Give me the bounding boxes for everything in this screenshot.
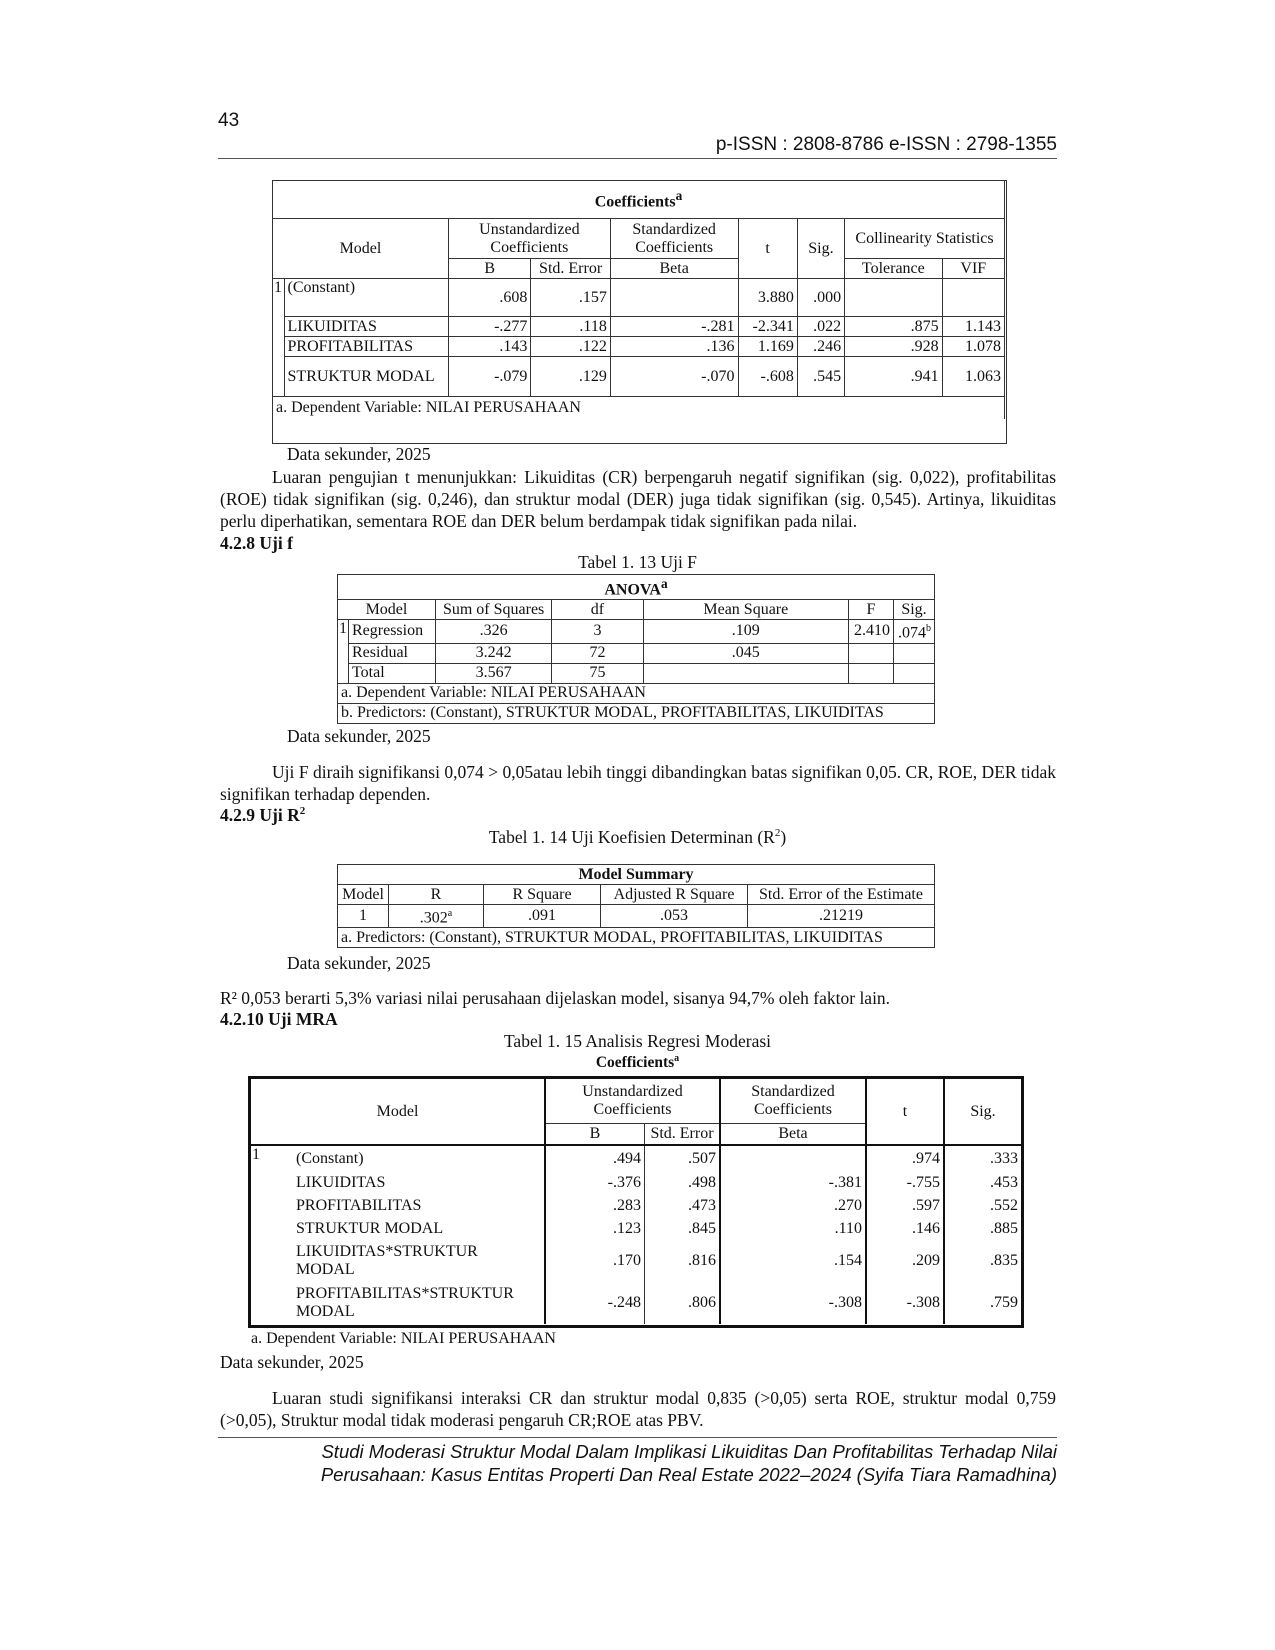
paragraph: Luaran pengujian t menunjukkan: Likuiditas (CR) berpengaruh negatif signifikan (sig. 0,022), profitabilitas (ROE) tidak signifikan (sig. 0,246), dan struktur modal (DER) juga tidak signifikan (sig. 0,545). Artinya, likuiditas perlu diperhatikan, sementara ROE dan DER belum berdampak tidak signifikan pada nilai.: [220, 467, 1056, 531]
col-sig: Sig.: [893, 600, 934, 620]
page-number: 43: [218, 110, 240, 131]
cell-beta: [720, 1145, 866, 1171]
col-standardized: Standardized Coefficients: [610, 219, 738, 259]
cell-mean-square: .045: [643, 643, 848, 663]
table-source: Data sekunder, 2025: [287, 953, 431, 973]
col-mean-square: Mean Square: [643, 600, 848, 620]
cell-beta: .270: [720, 1194, 866, 1217]
col-model: Model: [338, 885, 389, 905]
cell-std-error: .118: [531, 317, 610, 337]
cell-beta: .154: [720, 1240, 866, 1282]
cell-t: -.608: [738, 357, 797, 397]
col-model: Model: [251, 1079, 545, 1145]
col-vif: VIF: [942, 259, 1004, 279]
table-caption: Tabel 1. 15 Analisis Regresi Moderasi: [503, 1031, 772, 1051]
row-label: LIKUIDITAS: [284, 317, 448, 337]
col-beta: Beta: [610, 259, 738, 279]
cell-b: -.277: [448, 317, 530, 337]
col-sig: Sig.: [797, 219, 844, 279]
coefficients-table-frame: [272, 180, 1007, 444]
row-label: LIKUIDITAS*STRUKTUR MODAL: [293, 1240, 545, 1282]
cell-std-error: .129: [531, 357, 610, 397]
col-std-error-estimate: Std. Error of the Estimate: [748, 885, 935, 905]
model-number: 1: [338, 620, 349, 683]
cell-t: -2.341: [738, 317, 797, 337]
cell-b: .143: [448, 337, 530, 357]
col-tolerance: Tolerance: [845, 259, 943, 279]
col-model: Model: [338, 600, 436, 620]
row-label: Residual: [349, 643, 436, 663]
cell-t: .209: [866, 1240, 944, 1282]
cell-mean-square: [643, 663, 848, 683]
paragraph: R² 0,053 berarti 5,3% variasi nilai perusahaan dijelaskan model, sisanya 94,7% oleh faktor lain.: [220, 988, 891, 1008]
cell-beta: -.281: [610, 317, 738, 337]
col-r: R: [389, 885, 484, 905]
cell-tolerance: .941: [845, 357, 943, 397]
col-unstandardized: Unstandardized Coefficients: [545, 1079, 720, 1123]
cell-std-error: .473: [645, 1194, 721, 1217]
footer-rule: [218, 1437, 1057, 1438]
col-t: t: [866, 1079, 944, 1145]
table-footnote: a. Predictors: (Constant), STRUKTUR MODAL, PROFITABILITAS, LIKUIDITAS: [338, 928, 935, 948]
table-row: [251, 1240, 1021, 1282]
cell-std-error: .507: [645, 1145, 721, 1171]
footer-line: Studi Moderasi Struktur Modal Dalam Implikasi Likuiditas Dan Profitabilitas Terhadap Nilai: [321, 1441, 1057, 1462]
cell-std-error: .498: [645, 1171, 721, 1194]
cell-b: -.376: [545, 1171, 645, 1194]
table-row: [273, 357, 1005, 397]
cell-vif: 1.063: [942, 357, 1004, 397]
cell-b: .494: [545, 1145, 645, 1171]
row-label: STRUKTUR MODAL: [284, 357, 448, 397]
col-b: B: [448, 259, 530, 279]
cell-vif: [942, 279, 1004, 317]
col-f: F: [849, 600, 894, 620]
header-rule: [218, 158, 1057, 159]
col-r-square: R Square: [484, 885, 601, 905]
cell-sig: [893, 643, 934, 663]
cell-t: 1.169: [738, 337, 797, 357]
col-model: Model: [273, 219, 449, 279]
model-number: 1: [273, 279, 285, 397]
row-label: PROFITABILITAS*STRUKTUR MODAL: [293, 1282, 545, 1324]
row-label: STRUKTUR MODAL: [293, 1217, 545, 1240]
cell-b: .123: [545, 1217, 645, 1240]
cell-t: .974: [866, 1145, 944, 1171]
section-heading: 4.2.10 Uji MRA: [220, 1009, 338, 1029]
col-t: t: [738, 219, 797, 279]
table-row: [251, 1217, 1021, 1240]
table-row: [251, 1171, 1021, 1194]
table-footnote: b. Predictors: (Constant), STRUKTUR MODAL, PROFITABILITAS, LIKUIDITAS: [338, 703, 935, 723]
col-sum-of-squares: Sum of Squares: [435, 600, 551, 620]
cell-sig: .333: [990, 1149, 1018, 1167]
cell-sig: .246: [797, 337, 844, 357]
table-title: Coefficients$^a$: [273, 181, 1005, 219]
cell-tolerance: .875: [845, 317, 943, 337]
coefficients-table: [272, 180, 1005, 419]
col-std-error: Std. Error: [531, 259, 610, 279]
cell-mean-square: .109: [643, 620, 848, 643]
table-footnote: a. Dependent Variable: NILAI PERUSAHAAN: [273, 397, 1005, 419]
cell-df: 75: [552, 663, 643, 683]
cell-b: .283: [545, 1194, 645, 1217]
table-row: [273, 317, 1005, 337]
cell-f: [849, 663, 894, 683]
cell-sig: .759: [990, 1294, 1018, 1311]
row-label: Regression: [349, 620, 436, 643]
cell-r: .302$^a$: [389, 905, 484, 928]
cell-beta: [610, 279, 738, 317]
cell-t: 3.880: [738, 279, 797, 317]
cell-df: 72: [552, 643, 643, 663]
cell-tolerance: [845, 279, 943, 317]
col-df: df: [552, 600, 643, 620]
cell-sig: .545: [797, 357, 844, 397]
table-source: Data sekunder, 2025: [220, 1352, 364, 1372]
col-collinearity: Collinearity Statistics: [845, 219, 1005, 259]
table-title: Coefficients$^a$: [595, 1053, 680, 1072]
footer-line: Perusahaan: Kasus Entitas Properti Dan Real Estate 2022–2024 (Syifa Tiara Ramadhina): [320, 1464, 1057, 1485]
cell-f: [849, 643, 894, 663]
table-row: [251, 1282, 1021, 1324]
table-source: Data sekunder, 2025: [287, 726, 431, 746]
cell-sig: .074$^b$: [893, 620, 934, 643]
col-standardized: Standardized Coefficients: [720, 1079, 866, 1123]
cell-b: -.248: [545, 1282, 645, 1324]
cell-beta: .136: [610, 337, 738, 357]
cell-t: .597: [866, 1194, 944, 1217]
cell-f: 2.410: [849, 620, 894, 643]
col-beta: Beta: [720, 1123, 866, 1145]
col-unstandardized: Unstandardized Coefficients: [448, 219, 610, 259]
table-title: ANOVA$^a$: [338, 575, 935, 600]
cell-vif: 1.078: [942, 337, 1004, 357]
table-row: [338, 620, 935, 643]
table-source: Data sekunder, 2025: [287, 444, 431, 464]
cell-beta: -.381: [720, 1171, 866, 1194]
cell-sum-of-squares: 3.242: [435, 643, 551, 663]
mra-table: [251, 1079, 1021, 1324]
cell-beta: .110: [720, 1217, 866, 1240]
cell-std-error: .806: [645, 1282, 721, 1324]
row-label: (Constant): [284, 279, 448, 317]
cell-r-square: .091: [484, 905, 601, 928]
row-label: Total: [349, 663, 436, 683]
cell-vif: 1.143: [942, 317, 1004, 337]
cell-tolerance: .928: [845, 337, 943, 357]
cell-df: 3: [552, 620, 643, 643]
row-label: (Constant): [293, 1145, 545, 1171]
table-title: Model Summary: [338, 865, 935, 885]
cell-beta: -.070: [610, 357, 738, 397]
row-label: PROFITABILITAS: [284, 337, 448, 357]
cell-sig: .453: [990, 1173, 1018, 1191]
table-footnote: a. Dependent Variable: NILAI PERUSAHAAN: [251, 1330, 556, 1347]
cell-b: .170: [545, 1240, 645, 1282]
cell-b: .608: [448, 279, 530, 317]
table-caption: Tabel 1. 14 Uji Koefisien Determinan $(R^2)$: [488, 827, 787, 847]
table-row: [251, 1194, 1021, 1217]
col-b: B: [545, 1123, 645, 1145]
cell-t: -.755: [866, 1171, 944, 1194]
paragraph: Uji F diraih signifikansi 0,074 > 0,05atau lebih tinggi dibandingkan batas signifikan 0,05. CR, ROE, DER tidak signifikan terhadap dependen.: [220, 762, 1056, 804]
table-caption: Tabel 1. 13 Uji F: [578, 552, 697, 572]
anova-table: [337, 574, 935, 724]
cell-beta: -.308: [720, 1282, 866, 1324]
paragraph: Luaran studi signifikansi interaksi CR dan struktur modal 0,835 (>0,05) serta ROE, struktur modal 0,759 (>0,05), Struktur modal tidak moderasi pengaruh CR;ROE atas PBV.: [220, 1388, 1056, 1430]
table-row: [251, 1145, 1021, 1171]
table-row: [338, 663, 935, 683]
row-label: LIKUIDITAS: [293, 1171, 545, 1194]
cell-sig: [893, 663, 934, 683]
col-sig: Sig.: [944, 1079, 1021, 1145]
section-heading: 4.2.9 Uji $R^2$: [220, 805, 306, 825]
table-row: [273, 337, 1005, 357]
cell-sum-of-squares: 3.567: [435, 663, 551, 683]
cell-std-error: .845: [645, 1217, 721, 1240]
table-row: [338, 643, 935, 663]
cell-sum-of-squares: .326: [435, 620, 551, 643]
cell-std-error-estimate: .21219: [748, 905, 935, 928]
table-row: [273, 279, 1005, 317]
model-summary-table: [337, 864, 935, 948]
cell-sig: .835: [990, 1252, 1018, 1269]
cell-sig: .552: [990, 1196, 1018, 1214]
issn-line: p-ISSN : 2808-8786 e-ISSN : 2798-1355: [715, 134, 1057, 155]
cell-sig: .885: [990, 1219, 1018, 1237]
cell-adjusted-r-square: .053: [601, 905, 748, 928]
cell-sig: .022: [797, 317, 844, 337]
cell-sig: .000: [797, 279, 844, 317]
cell-b: -.079: [448, 357, 530, 397]
table-row: [338, 905, 935, 928]
cell-t: -.308: [866, 1282, 944, 1324]
table-footnote: a. Dependent Variable: NILAI PERUSAHAAN: [338, 683, 935, 703]
model-number: 1: [252, 1146, 260, 1163]
cell-model: 1: [338, 905, 389, 928]
cell-t: .146: [866, 1217, 944, 1240]
cell-std-error: .122: [531, 337, 610, 357]
row-label: PROFITABILITAS: [293, 1194, 545, 1217]
running-footer: [257, 1440, 1057, 1486]
cell-std-error: .816: [645, 1240, 721, 1282]
col-adjusted-r-square: Adjusted R Square: [601, 885, 748, 905]
section-heading: 4.2.8 Uji f: [220, 533, 293, 553]
col-std-error: Std. Error: [645, 1123, 721, 1145]
cell-std-error: .157: [531, 279, 610, 317]
